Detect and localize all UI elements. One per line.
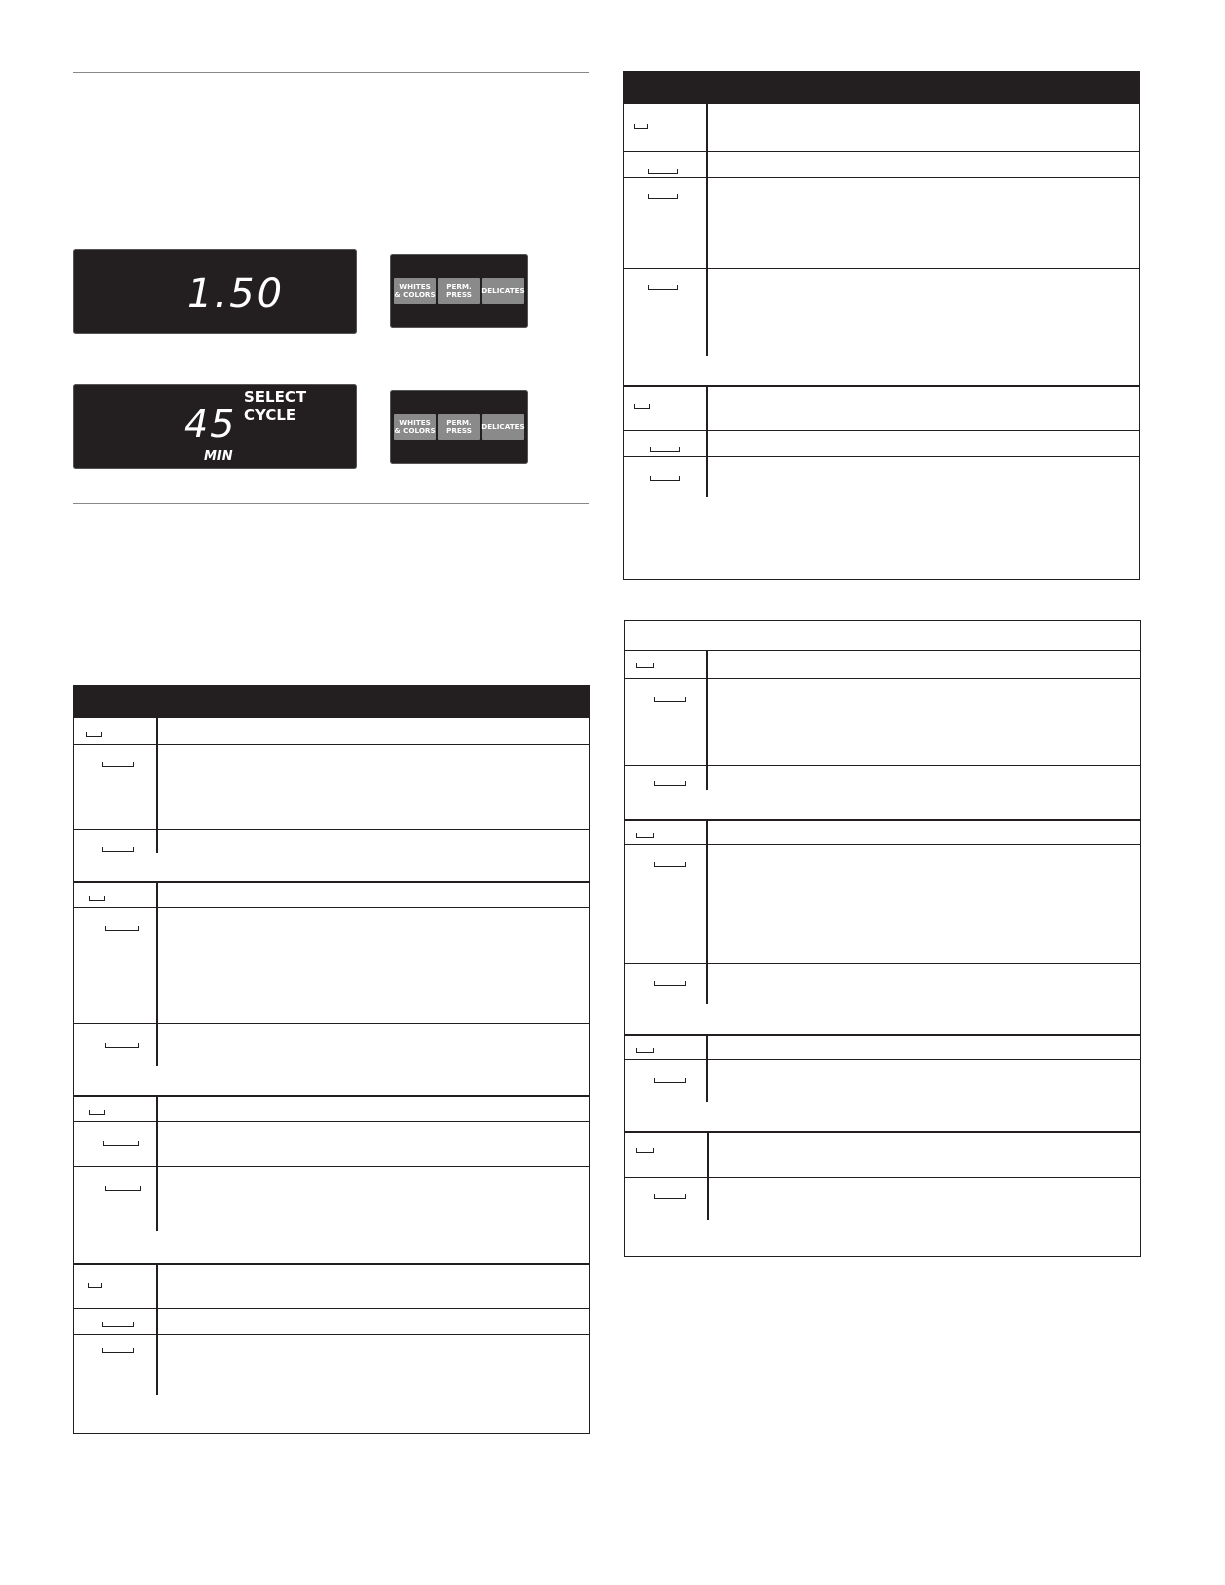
- checkbox-marker: [648, 194, 678, 199]
- table-header-bar: [624, 72, 1139, 104]
- checkbox-marker: [654, 1078, 686, 1083]
- checkbox-marker: [89, 1110, 105, 1115]
- checkbox-marker: [654, 781, 686, 786]
- checkbox-marker: [636, 663, 654, 668]
- checkbox-marker: [654, 1194, 686, 1199]
- checkbox-marker: [654, 862, 686, 867]
- table-header-bar: [74, 686, 589, 718]
- perm-press-button[interactable]: PERM. PRESS: [438, 278, 480, 304]
- checkbox-marker: [634, 404, 650, 409]
- checkbox-marker: [636, 1048, 654, 1053]
- checkbox-marker: [648, 285, 678, 290]
- checkbox-marker: [650, 447, 680, 452]
- checkbox-marker: [86, 732, 102, 737]
- display-digits: 45: [184, 402, 237, 446]
- checkbox-marker: [650, 476, 680, 481]
- checkbox-marker: [103, 1141, 139, 1146]
- checkbox-marker: [654, 697, 686, 702]
- checkbox-marker: [105, 1043, 139, 1048]
- checkbox-marker: [105, 926, 139, 931]
- checkbox-marker: [634, 124, 648, 129]
- cycle-button-panel-1: [390, 254, 528, 328]
- delicates-button[interactable]: DELICATES: [482, 414, 524, 440]
- time-display-1: [73, 249, 357, 334]
- cycle-button-panel-2: [390, 390, 528, 464]
- checkbox-marker: [648, 169, 678, 174]
- whites-colors-button[interactable]: WHITES & COLORS: [394, 414, 436, 440]
- display-digits: 1.50: [187, 271, 285, 317]
- time-display-2: [73, 384, 357, 469]
- checkbox-marker: [102, 847, 134, 852]
- section-rule-middle: [73, 503, 589, 504]
- whites-colors-button[interactable]: WHITES & COLORS: [394, 278, 436, 304]
- checkbox-marker: [102, 1322, 134, 1327]
- troubleshooting-table-right-bottom: [624, 620, 1141, 1257]
- checkbox-marker: [102, 1348, 134, 1353]
- select-cycle-label: SELECT CYCLE: [244, 388, 307, 424]
- checkbox-marker: [636, 833, 654, 838]
- checkbox-marker: [105, 1186, 141, 1191]
- troubleshooting-table-left: [73, 685, 590, 1434]
- perm-press-button[interactable]: PERM. PRESS: [438, 414, 480, 440]
- section-rule-top: [73, 72, 589, 73]
- delicates-button[interactable]: DELICATES: [482, 278, 524, 304]
- checkbox-marker: [654, 981, 686, 986]
- checkbox-marker: [89, 896, 105, 901]
- checkbox-marker: [636, 1148, 654, 1153]
- checkbox-marker: [102, 762, 134, 767]
- minutes-unit-label: MIN: [204, 449, 233, 464]
- checkbox-marker: [88, 1283, 102, 1288]
- troubleshooting-table-right-top: [623, 71, 1140, 580]
